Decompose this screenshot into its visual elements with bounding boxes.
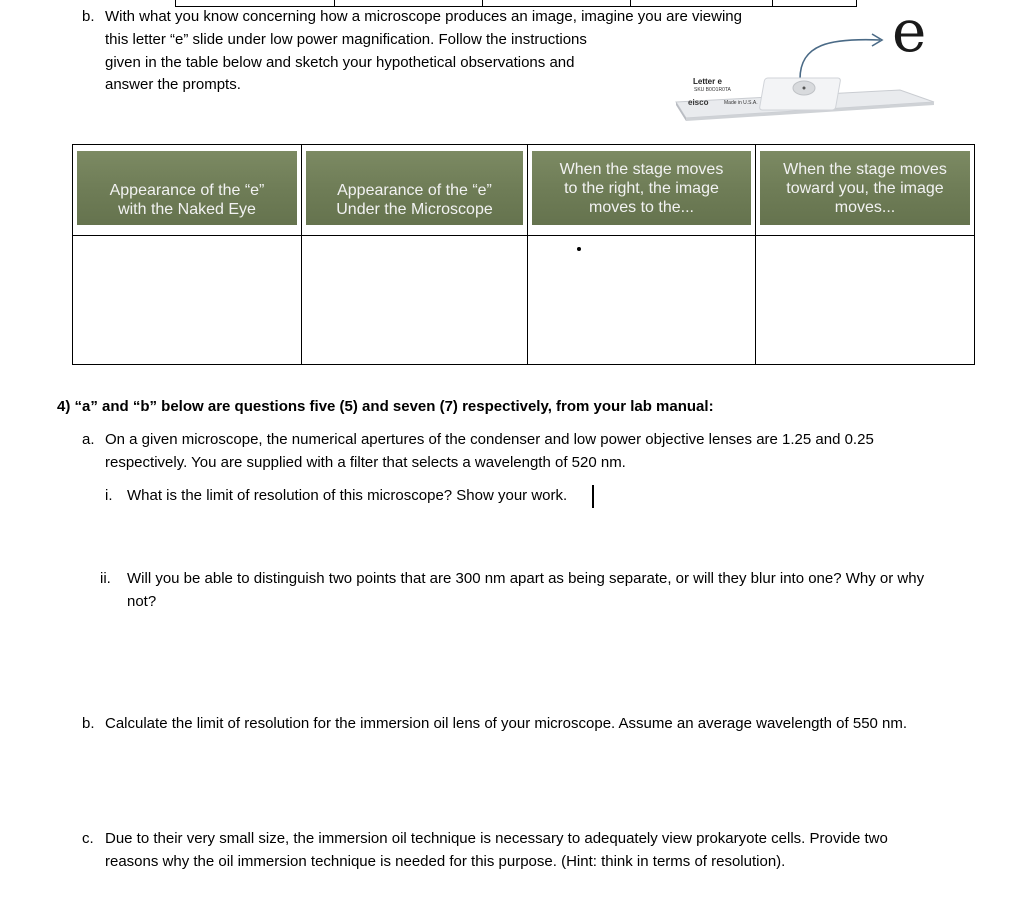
- observation-table: [72, 144, 975, 365]
- part-b-line: this letter “e” slide under low power magnification. Follow the instructions: [105, 31, 587, 48]
- q4aii-line: Will you be able to distinguish two points that are 300 nm apart as being separate, or will they blur into one? Why or why: [127, 570, 925, 587]
- letter-e-glyph: e: [892, 0, 927, 65]
- q4b-marker: b.: [82, 715, 95, 732]
- slide-label: Letter e: [693, 77, 722, 86]
- header-line: toward you, the image: [786, 179, 944, 197]
- q4c-marker: c.: [82, 830, 94, 847]
- header-line: with the Naked Eye: [118, 201, 256, 218]
- q4aii-line: not?: [127, 593, 157, 610]
- answer-cell-stage-right[interactable]: [528, 236, 756, 365]
- q4c-line: reasons why the oil immersion technique is needed for this purpose. (Hint: think in terms of resolution).: [105, 853, 786, 870]
- q4a-line: On a given microscope, the numerical apertures of the condenser and low power objective lenses are 1.25 and 0.25: [105, 431, 874, 448]
- slide-sku: SKU B0O1R0TA: [694, 87, 731, 93]
- q4-intro: 4) “a” and “b” below are questions five (5) and seven (7) respectively, from your lab manual:: [57, 398, 714, 415]
- slide-brand: eisco: [688, 98, 709, 107]
- part-b-line: given in the table below and sketch your hypothetical observations and: [105, 54, 575, 71]
- header-line: Appearance of the “e”: [337, 182, 492, 199]
- q4c-line: Due to their very small size, the immersion oil technique is necessary to adequately view prokaryote cells. Provide two: [105, 830, 888, 847]
- q4a-marker: a.: [82, 431, 95, 448]
- part-b-line: answer the prompts.: [105, 76, 241, 93]
- header-line: Under the Microscope: [336, 201, 493, 218]
- q4aii-marker: ii.: [100, 570, 111, 587]
- table-header-cell: [528, 145, 756, 236]
- text-cursor[interactable]: [592, 485, 594, 508]
- slide-made-in: Made in U.S.A.: [724, 100, 758, 106]
- header-line: to the right, the image: [564, 179, 719, 197]
- sketch-cell-microscope[interactable]: [302, 236, 528, 365]
- header-line: moves...: [834, 198, 896, 216]
- header-line: moves to the...: [589, 198, 694, 216]
- stray-dot: [577, 247, 581, 251]
- header-line: Appearance of the “e”: [109, 182, 265, 199]
- table-header-cell: [756, 145, 975, 236]
- part-b-marker: b.: [82, 8, 95, 25]
- table-header-cell: [302, 145, 528, 236]
- header-line: When the stage moves: [559, 160, 724, 178]
- q4a-line: respectively. You are supplied with a filter that selects a wavelength of 520 nm.: [105, 454, 626, 471]
- table-header-cell: [73, 145, 302, 236]
- header-line: When the stage moves: [783, 160, 947, 178]
- q4b-text: Calculate the limit of resolution for the immersion oil lens of your microscope. Assume an average wavelength of 550 nm.: [105, 715, 908, 732]
- q4ai-text: What is the limit of resolution of this microscope? Show your work.: [127, 487, 568, 504]
- part-b-line: With what you know concerning how a microscope produces an image, imagine you are viewing: [105, 8, 742, 25]
- sketch-cell-naked-eye[interactable]: [73, 236, 302, 365]
- answer-cell-stage-toward[interactable]: [756, 236, 975, 365]
- q4ai-marker: i.: [105, 487, 113, 504]
